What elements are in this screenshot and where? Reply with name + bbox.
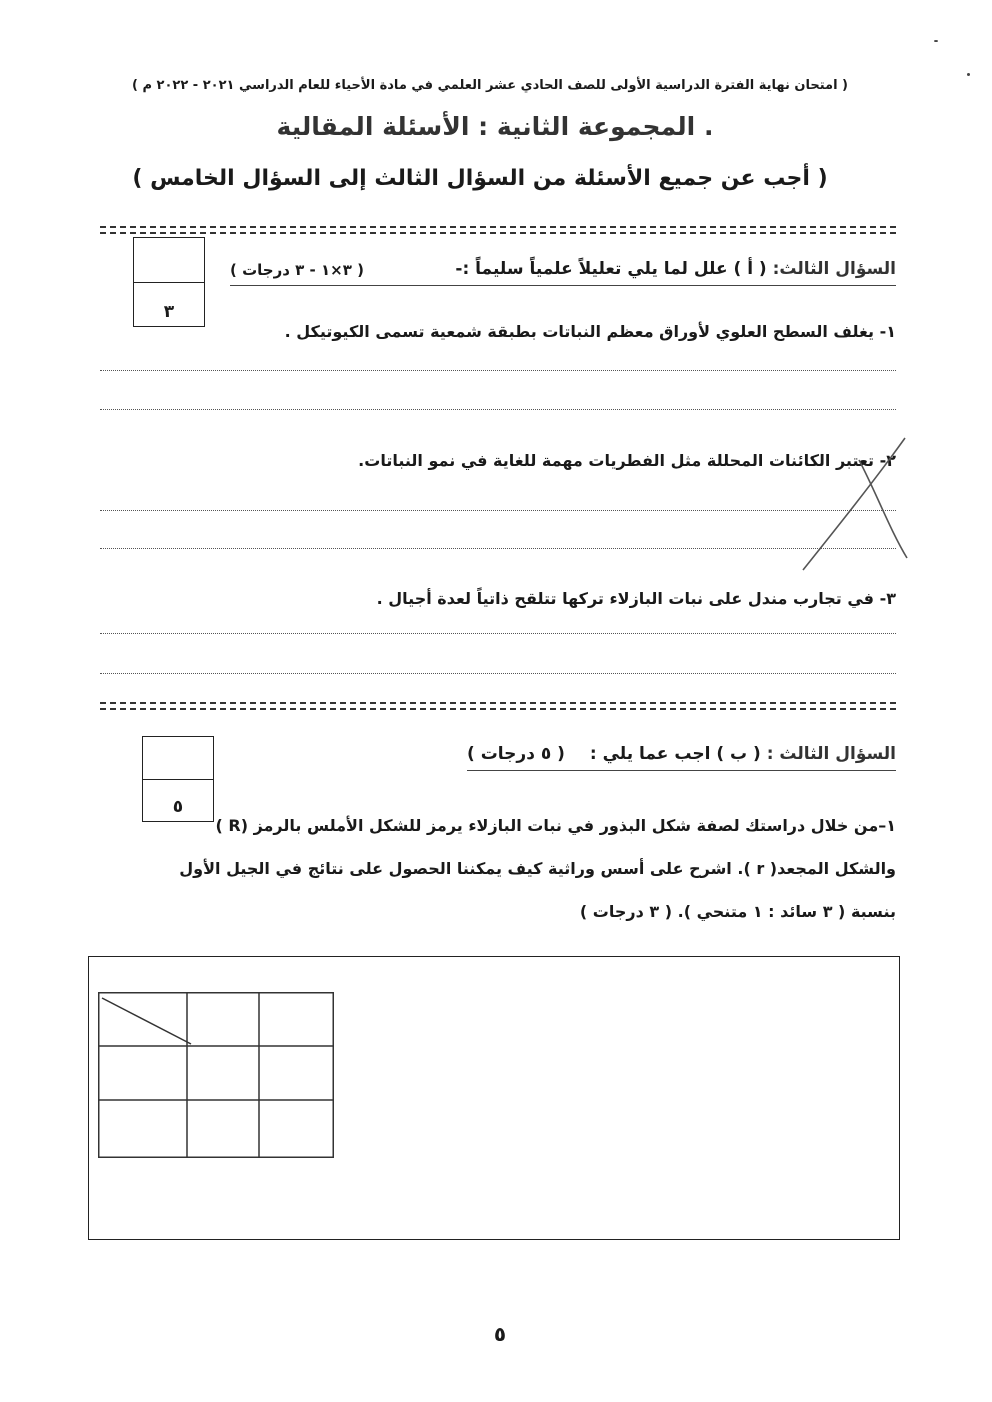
- answer-line[interactable]: [100, 633, 896, 634]
- question-heading-b: [590, 744, 896, 764]
- heading-label: السؤال الثالث:: [772, 259, 896, 279]
- score-box-b: [142, 736, 214, 822]
- question-line-1: ١–من خلال دراستك لصفة شكل البذور في نبات البازلاء يرمز للشكل الأملس بالرمز (R ): [215, 816, 896, 835]
- question-item-3: ٣- في تجارب مندل على نبات البازلاء تركها تتلقح ذاتياً لعدة أجيال .: [376, 589, 896, 608]
- scan-speck: [934, 40, 938, 42]
- scan-speck: [967, 73, 970, 76]
- page-number: ٥: [493, 1322, 507, 1346]
- question-item-2: ٢- تعتبر الكائنات المحللة مثل الفطريات مهمة للغاية في نمو النباتات.: [358, 451, 896, 470]
- answer-line[interactable]: [100, 548, 896, 549]
- answer-line[interactable]: [100, 370, 896, 371]
- heading-underline: [467, 770, 896, 771]
- answer-line[interactable]: [100, 673, 896, 674]
- heading-part: ( ب ) اجب عما يلي :: [589, 744, 761, 764]
- heading-part: ( أ ) علل لما يلي تعليلاً علمياً سليماً :-: [455, 259, 767, 279]
- score-box-a: [133, 237, 205, 327]
- section-divider: [100, 226, 896, 234]
- question-heading-a: [455, 259, 896, 279]
- instruction-text: ( أجب عن جميع الأسئلة من السؤال الثالث إلى السؤال الخامس ): [132, 166, 828, 191]
- question-item-1: ١- يغلف السطح العلوي لأوراق معظم النباتات بطبقة شمعية تسمى الكيوتيكل .: [284, 322, 896, 341]
- heading-underline: [230, 285, 896, 286]
- marks-label: ( ٥ درجات ): [467, 744, 565, 764]
- punnett-square-grid[interactable]: [98, 992, 334, 1158]
- question-line-3: بنسبة ( ٣ سائد : ١ متنحي ). ( ٣ درجات ): [579, 902, 896, 921]
- marks-label: ( ٣×١ - ٣ درجات ): [230, 261, 364, 279]
- exam-title: ( امتحان نهاية الفترة الدراسية الأولى للصف الحادي عشر العلمي في مادة الأحياء للعام الدراسي ٢٠٢١ - ٢٠٢٢ م ): [132, 78, 848, 93]
- question-line-2: والشكل المجعد( r ). اشرح على أسس وراثية كيف يمكننا الحصول على نتائج في الجيل الأول: [179, 859, 896, 878]
- score-value: ٥: [172, 797, 184, 817]
- score-value: ٣: [163, 302, 175, 322]
- heading-label: السؤال الثالث :: [766, 744, 896, 764]
- cross-out-mark: [795, 430, 915, 580]
- section-divider: [100, 702, 896, 710]
- answer-line[interactable]: [100, 409, 896, 410]
- answer-line[interactable]: [100, 510, 896, 511]
- group-title: . المجموعة الثانية : الأسئلة المقالية: [276, 112, 714, 141]
